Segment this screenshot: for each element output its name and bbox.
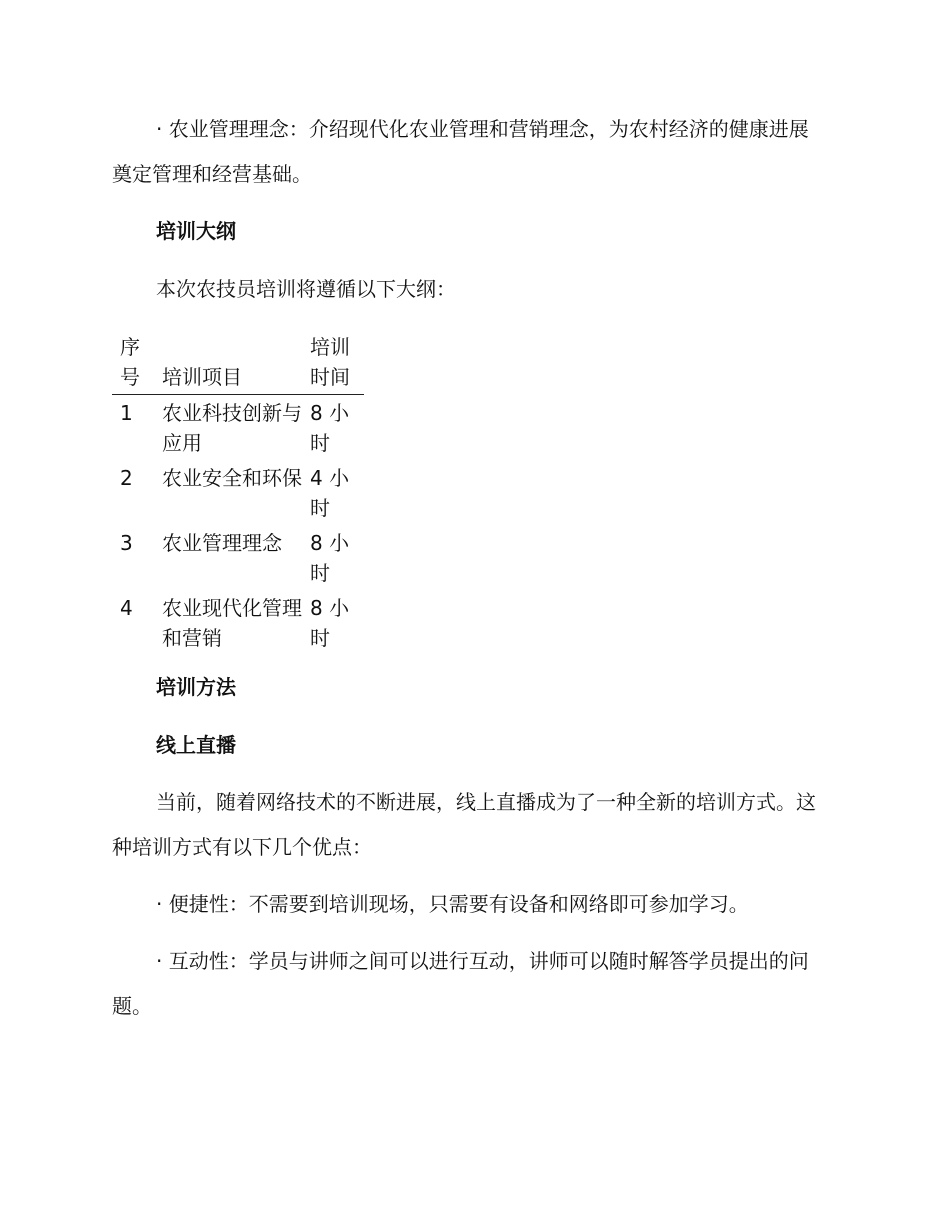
paragraph-live-intro: 当前，随着网络技术的不断进展，线上直播成为了一种全新的培训方式。这种培训方式有以下几个优点：: [112, 790, 816, 859]
cell-item: 农业现代化管理和营销: [162, 596, 302, 650]
cell-time: 8 小时: [310, 596, 350, 650]
cell-seq: 2: [120, 466, 133, 490]
table-row: [112, 525, 364, 590]
paragraph-outline-intro: 本次农技员培训将遵循以下大纲：: [156, 277, 456, 301]
outline-table: [112, 332, 364, 655]
paragraph-mgmt-concept: · 农业管理理念：介绍现代化农业管理和营销理念，为农村经济的健康进展奠定管理和经营基础。: [112, 117, 809, 186]
cell-time: 8 小时: [310, 531, 350, 585]
heading-live: 线上直播: [156, 733, 236, 757]
paragraph-convenience: · 便捷性：不需要到培训现场，只需要有设备和网络即可参加学习。: [156, 892, 749, 916]
table-row: [112, 590, 364, 655]
header-seq: 序号: [120, 335, 140, 389]
cell-item: 农业管理理念: [162, 531, 282, 555]
table-header-row: [112, 332, 364, 395]
table-row: [112, 395, 364, 461]
cell-time: 8 小时: [310, 401, 350, 455]
heading-method: 培训方法: [156, 675, 236, 699]
cell-seq: 4: [120, 596, 133, 620]
cell-item: 农业科技创新与应用: [162, 401, 302, 455]
paragraph-interactivity: · 互动性：学员与讲师之间可以进行互动，讲师可以随时解答学员提出的问题。: [112, 949, 809, 1018]
cell-seq: 3: [120, 531, 133, 555]
header-item: 培训项目: [162, 365, 242, 389]
header-time: 培训时间: [310, 335, 350, 389]
cell-seq: 1: [120, 401, 133, 425]
heading-outline: 培训大纲: [156, 219, 236, 243]
cell-time: 4 小时: [310, 466, 350, 520]
table-row: [112, 460, 364, 525]
cell-item: 农业安全和环保: [162, 466, 302, 490]
